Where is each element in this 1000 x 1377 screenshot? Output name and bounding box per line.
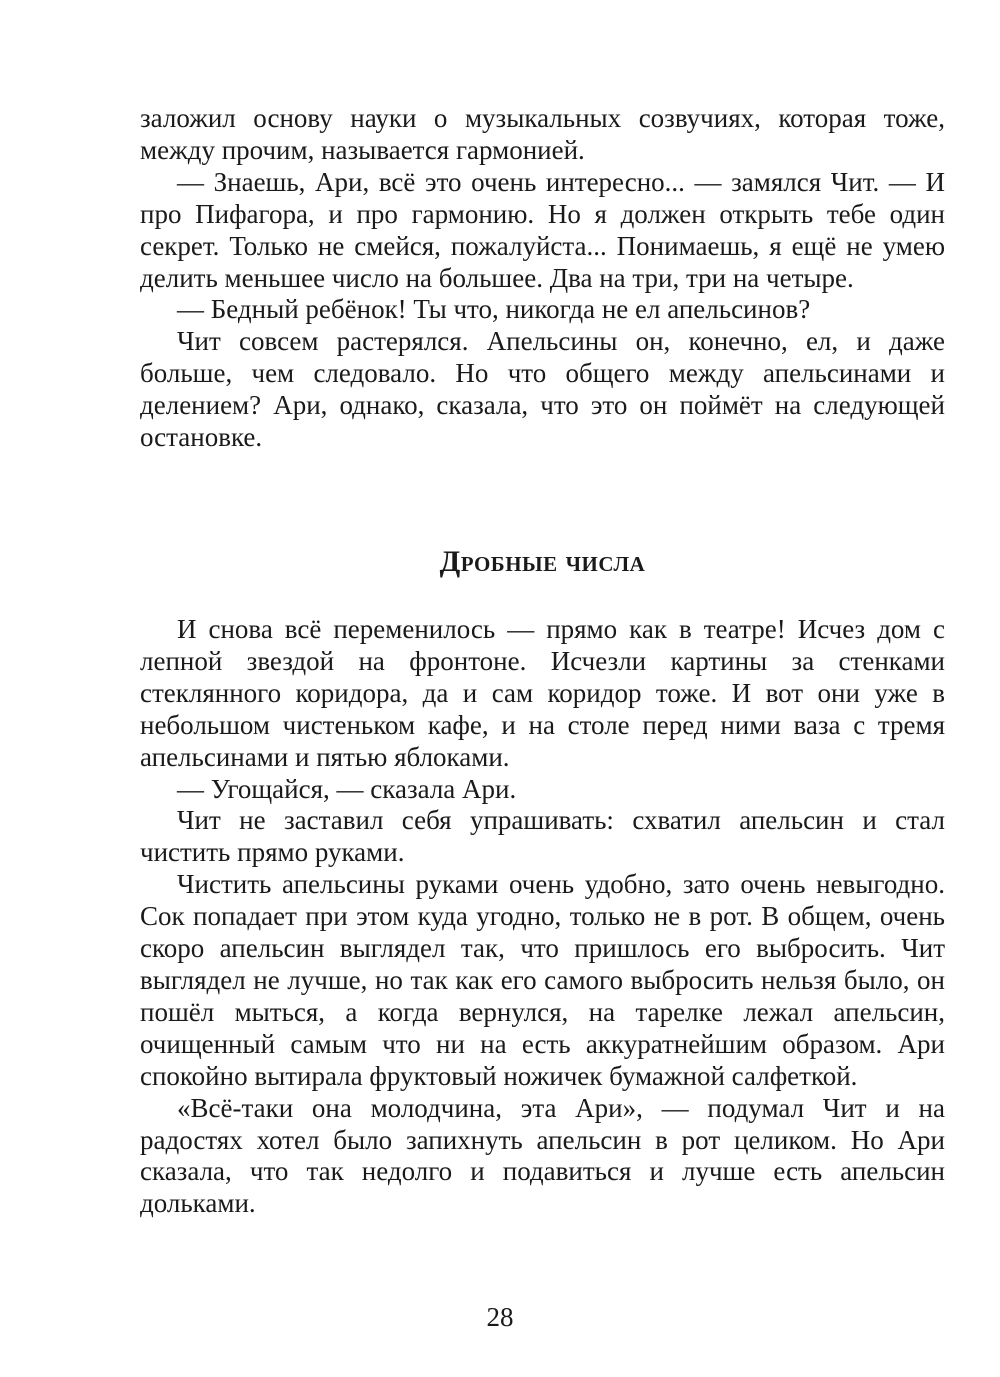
section-text-block (140, 614, 945, 1220)
paragraph: «Всё-таки она молодчина, эта Ари», — подумал Чит и на радостях хотел было запихнуть апельсин в рот целиком. Но Ари сказала, что так недолго и подавиться и лучше есть апельсин дольками. (140, 1092, 945, 1219)
paragraph: — Бедный ребёнок! Ты что, никогда не ел апельсинов? (177, 294, 811, 325)
page-number: 28 (486, 1302, 514, 1332)
paragraph: — Знаешь, Ари, всё это очень интересно... — замялся Чит. — И про Пифагора, и про гармонию. Но я должен открыть тебе один секрет. Только не смейся, пожалуйста... Понимаешь, я ещё не умею делить меньшее число на большее. Два на три, три на четыре. (140, 166, 945, 293)
paragraph: Чистить апельсины руками очень удобно, зато очень невыгодно. Сок попадает при этом куда угодно, только не в рот. В общем, очень скоро апельсин выглядел так, что пришлось его выбросить. Чит выглядел не лучше, но так как его самого выбросить нельзя было, он пошёл мыться, а когда вернулся, на тарелке лежал апельсин, очищенный самым что ни на есть аккуратнейшим образом. Ари спокойно вытирала фруктовый ножичек бумажной салфеткой. (140, 869, 945, 1091)
section-heading: Дробные числа (439, 545, 646, 578)
paragraph: Чит не заставил себя упрашивать: схватил апельсин и стал чистить прямо руками. (140, 805, 945, 868)
top-text-block (140, 103, 945, 454)
paragraph: — Угощайся, — сказала Ари. (177, 773, 517, 804)
paragraph: заложил основу науки о музыкальных созвучиях, которая тоже, между прочим, называется гармонией. (140, 103, 945, 165)
paragraph: Чит совсем растерялся. Апельсины он, конечно, ел, и даже больше, чем следовало. Но что общего между апельсинами и делением? Ари, однако, сказала, что это он поймёт на следующей остановке. (140, 326, 945, 453)
paragraph: И снова всё переменилось — прямо как в театре! Исчез дом с лепной звездой на фронтоне. Исчезли картины за стенками стеклянного коридора, да и сам коридор тоже. И вот они уже в небольшом чистеньком кафе, и на столе перед ними ваза с тремя апельсинами и пятью яблоками. (140, 614, 945, 772)
